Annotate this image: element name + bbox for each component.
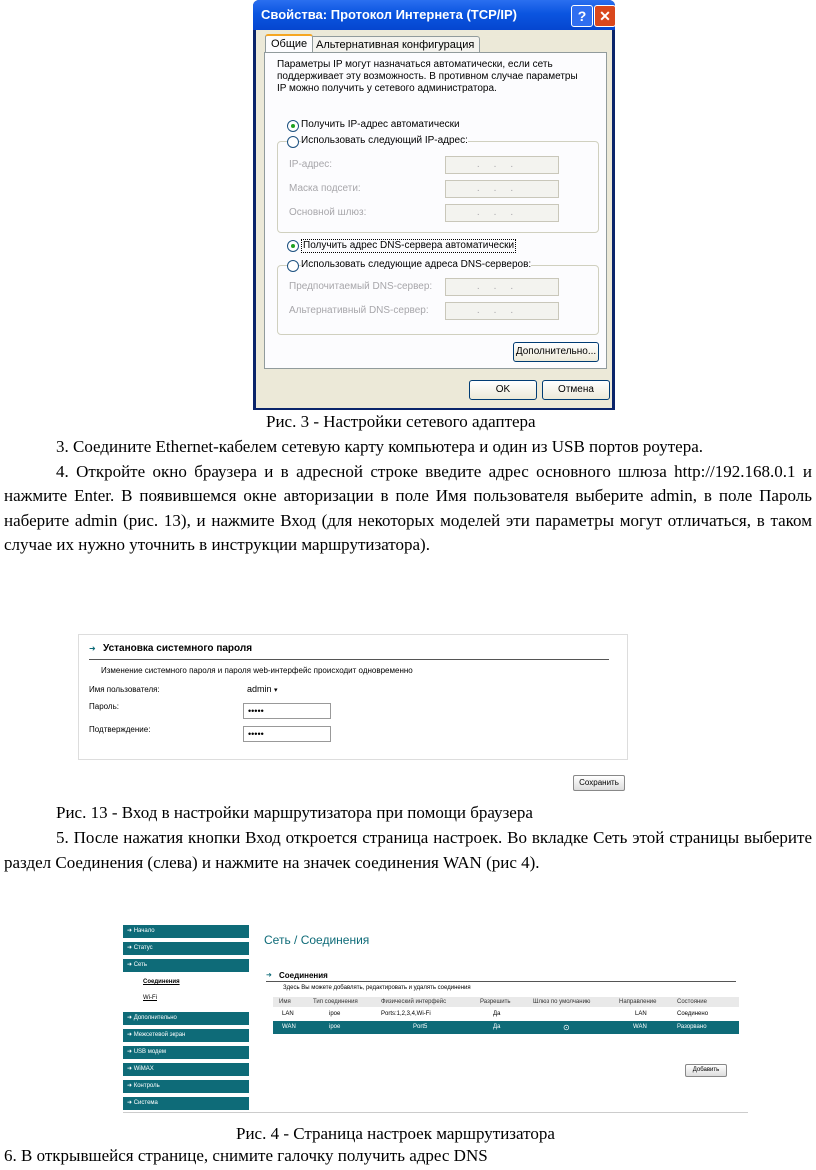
row-wan-name: WAN <box>282 1024 296 1030</box>
chevron-down-icon: ▾ <box>274 687 278 694</box>
cancel-button[interactable]: Отмена <box>542 380 610 400</box>
dialog-title: Свойства: Протокол Интернета (TCP/IP) <box>261 7 517 22</box>
submenu-wifi[interactable]: Wi-Fi <box>143 995 157 1001</box>
username-value: admin <box>247 684 272 694</box>
body-text-block-2 <box>4 826 812 875</box>
default-gateway-icon: ⊙ <box>563 1023 570 1032</box>
username-label: Имя пользователя: <box>89 685 160 694</box>
figure-4-caption: Рис. 4 - Страница настроек маршрутизатора <box>236 1124 555 1143</box>
add-button[interactable]: Добавить <box>685 1064 727 1077</box>
tab-alternate-config[interactable]: Альтернативная конфигурация <box>310 36 480 53</box>
menu-item-firewall[interactable]: ➜ Межсетевой экран <box>123 1029 249 1042</box>
radio-manual-ip-label: Использовать следующий IP-адрес: <box>301 135 468 146</box>
intro-line-3: IP можно получить у сетевого администратора. <box>277 83 497 94</box>
gateway-field[interactable]: ... <box>445 204 559 222</box>
ip-address-field[interactable]: ... <box>445 156 559 174</box>
col-type: Тип соединения <box>313 999 358 1005</box>
row-wan-interface: Port5 <box>413 1024 428 1030</box>
manual-dns-group <box>277 265 599 335</box>
col-name: Имя <box>279 999 291 1005</box>
figure-3-caption: Рис. 3 - Настройки сетевого адаптера <box>266 412 536 431</box>
bottom-divider <box>123 1112 748 1113</box>
intro-line-2: поддерживает эту возможность. В противном случае параметры <box>277 71 578 82</box>
submenu-connections[interactable]: Соединения <box>143 979 180 985</box>
col-status: Состояние <box>677 999 707 1005</box>
menu-item-usb-modem[interactable]: ➜ USB модем <box>123 1046 249 1059</box>
row-wan-direction: WAN <box>633 1024 647 1030</box>
menu-item-system[interactable]: ➜ Система <box>123 1097 249 1110</box>
radio-auto-ip[interactable] <box>287 120 299 132</box>
password-input[interactable]: ••••• <box>243 703 331 719</box>
ok-button[interactable]: OK <box>469 380 537 400</box>
row-lan-direction: LAN <box>635 1011 647 1017</box>
row-wan-status: Разорвано <box>677 1024 707 1030</box>
row-wan-type: ipoe <box>329 1024 341 1030</box>
preferred-dns-field[interactable]: ... <box>445 278 559 296</box>
table-header <box>273 997 739 1007</box>
breadcrumb: Сеть / Соединения <box>264 933 370 947</box>
section-divider <box>266 981 736 982</box>
subnet-mask-label: Маска подсети: <box>289 183 361 194</box>
preferred-dns-label: Предпочитаемый DNS-сервер: <box>289 281 433 292</box>
tcpip-dialog <box>253 0 615 410</box>
save-button[interactable]: Сохранить <box>573 775 625 791</box>
alternate-dns-label: Альтернативный DNS-сервер: <box>289 305 429 316</box>
password-label: Пароль: <box>89 702 119 711</box>
tab-panel <box>264 52 607 369</box>
table-row[interactable] <box>273 1021 739 1034</box>
username-select[interactable] <box>243 682 281 696</box>
connections-heading: Соединения <box>279 971 328 980</box>
tab-general[interactable]: Общие <box>265 34 313 52</box>
menu-item-wimax[interactable]: ➜ WiMAX <box>123 1063 249 1076</box>
radio-auto-dns-label: Получить адрес DNS-сервера автоматически <box>303 240 515 251</box>
menu-item-start[interactable]: ➜ Начало <box>123 925 249 938</box>
menu-item-control[interactable]: ➜ Контроль <box>123 1080 249 1093</box>
paragraph-step-5: 5. После нажатия кнопки Вход откроется страница настроек. Во вкладке Сеть этой страницы выберите раздел Соединения (слева) и нажмите на значек соединения WAN (рис 4). <box>4 828 812 872</box>
close-button[interactable]: ✕ <box>594 5 616 27</box>
router-settings-screenshot <box>123 923 748 1113</box>
menu-item-network[interactable]: ➜ Сеть <box>123 959 249 972</box>
radio-manual-dns-label: Использовать следующие адреса DNS-серверов: <box>301 259 532 270</box>
row-lan-type: ipoe <box>329 1011 341 1017</box>
figure-13-caption: Рис. 13 - Вход в настройки маршрутизатора при помощи браузера <box>56 803 533 822</box>
row-lan-status: Соединено <box>677 1011 709 1017</box>
col-enabled: Разрешить <box>480 999 511 1005</box>
radio-auto-ip-label: Получить IP-адрес автоматически <box>301 119 460 130</box>
ip-address-label: IP-адрес: <box>289 159 333 170</box>
intro-line-1: Параметры IP могут назначаться автоматически, если сеть <box>277 59 553 70</box>
password-note: Изменение системного пароля и пароля web-интерфейс происходит одновременно <box>101 666 413 675</box>
paragraph-step-3: 3. Соедините Ethernet-кабелем сетевую карту компьютера и один из USB портов роутера. <box>56 437 704 456</box>
confirm-label: Подтверждение: <box>89 725 151 734</box>
password-section-heading: Установка системного пароля <box>103 643 253 654</box>
row-lan-interface: Ports:1,2,3,4,Wi-Fi <box>381 1011 431 1017</box>
heading-divider <box>89 659 609 660</box>
advanced-button[interactable]: Дополнительно... <box>513 342 599 362</box>
body-text-block-1 <box>4 435 812 558</box>
confirm-password-input[interactable]: ••••• <box>243 726 331 742</box>
radio-manual-ip[interactable] <box>287 136 299 148</box>
connections-note: Здесь Вы можете добавлять, редактировать и удалять соединения <box>283 985 471 991</box>
dialog-body <box>256 30 612 408</box>
row-lan-name: LAN <box>282 1011 294 1017</box>
help-button[interactable]: ? <box>571 5 593 27</box>
dialog-titlebar <box>253 0 615 30</box>
menu-item-advanced[interactable]: ➜ Дополнительно <box>123 1012 249 1025</box>
table-row[interactable] <box>273 1009 739 1019</box>
alternate-dns-field[interactable]: ... <box>445 302 559 320</box>
col-interface: Физический интерфейс <box>381 999 447 1005</box>
row-wan-enabled: Да <box>493 1024 501 1030</box>
radio-manual-dns[interactable] <box>287 260 299 272</box>
paragraph-step-4: 4. Откройте окно браузера и в адресной строке введите адрес основного шлюза http://192.168.0.1 и нажмите Enter. В появившемся окне авторизации в поле Имя пользователя выберите admin, в поле Пароль наберите admin (рис. 13), и нажмите Вход (для некоторых моделей эти параметры могут отличаться, в таком случае их нужно уточнить в инструкции маршрутизатора). <box>4 461 812 554</box>
subnet-mask-field[interactable]: ... <box>445 180 559 198</box>
gateway-label: Основной шлюз: <box>289 207 367 218</box>
password-settings-screenshot <box>78 634 628 760</box>
col-direction: Направление <box>619 999 657 1005</box>
paragraph-step-6: 6. В открывшейся странице, снимите галочку получить адрес DNS <box>4 1146 488 1165</box>
row-lan-enabled: Да <box>493 1011 501 1017</box>
radio-auto-dns[interactable] <box>287 240 299 252</box>
section-arrow-icon: ➜ <box>89 644 96 653</box>
col-default-gateway: Шлюз по умолчанию <box>533 999 591 1005</box>
section-arrow-icon: ➜ <box>266 972 272 979</box>
menu-item-status[interactable]: ➜ Статус <box>123 942 249 955</box>
